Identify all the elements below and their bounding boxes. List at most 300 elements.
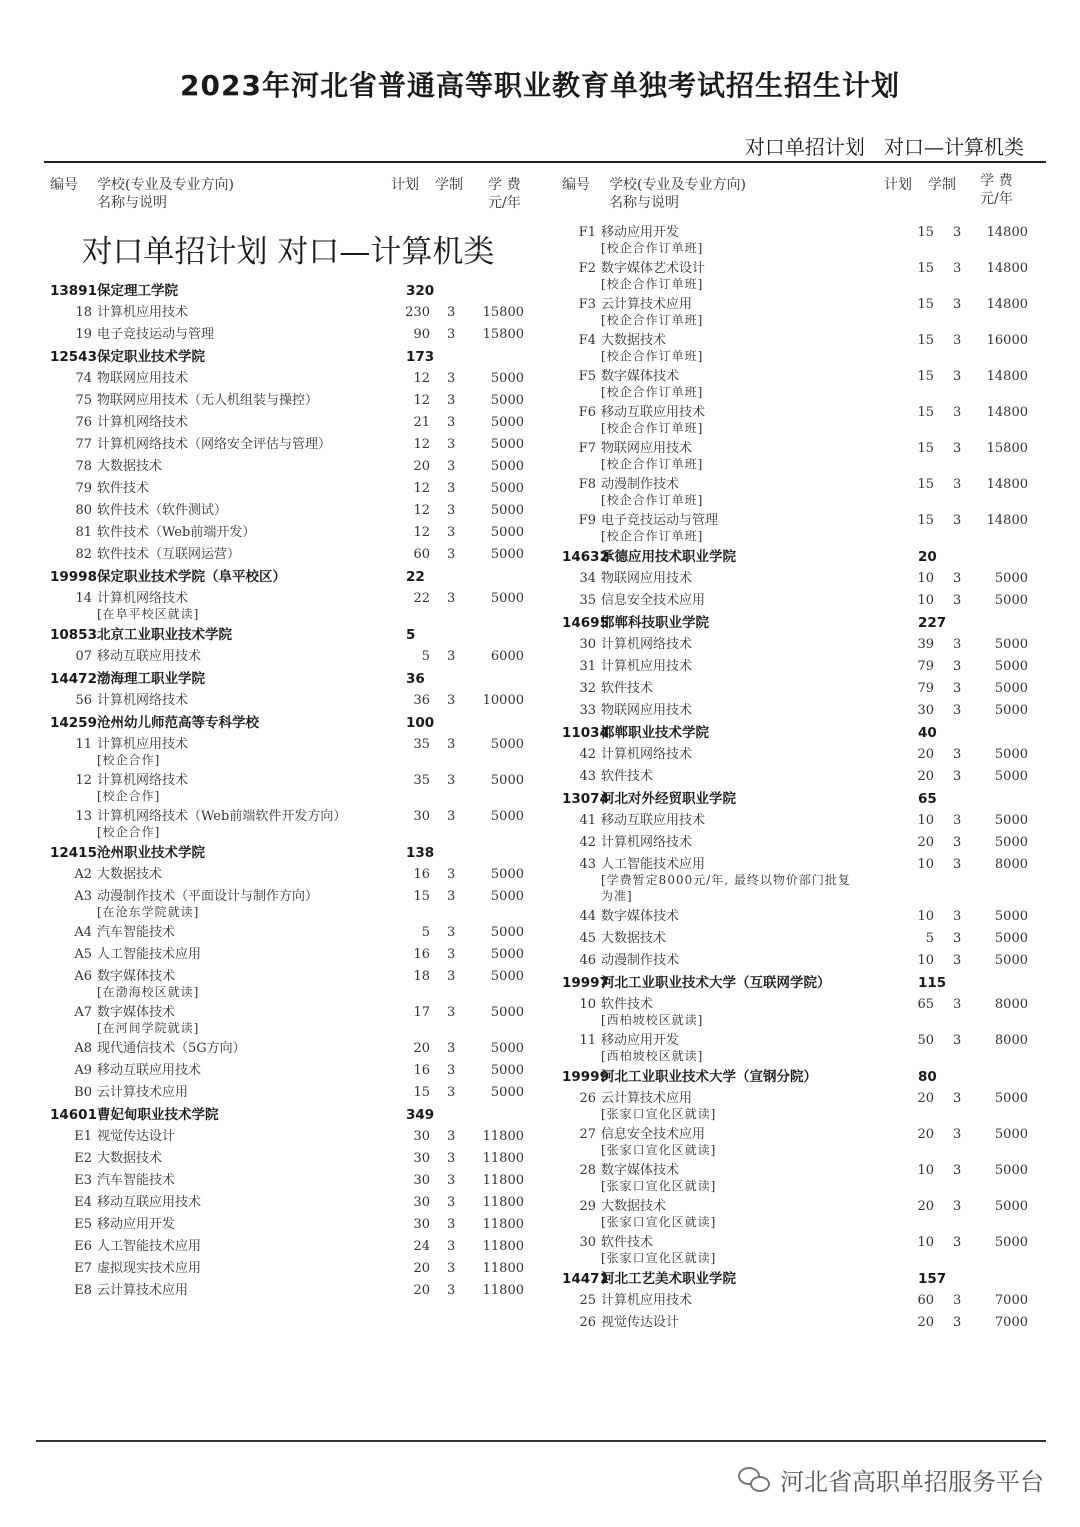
school-code: 12415 [50, 845, 97, 861]
major-name: 数字媒体技术 [601, 369, 680, 384]
major-row [50, 864, 536, 886]
major-entry [50, 864, 536, 886]
major-fee: 11800 [482, 1283, 524, 1298]
major-name: 软件技术 [601, 681, 654, 696]
school-code: 14695 [562, 615, 609, 631]
major-row [50, 1236, 536, 1258]
major-entry [50, 1002, 536, 1038]
major-name: 物联网应用技术 [601, 441, 693, 456]
major-plan: 10 [917, 909, 934, 924]
header-code: 编号 [50, 177, 78, 193]
major-entry [562, 474, 1036, 510]
major-plan: 39 [917, 637, 934, 652]
major-row [562, 510, 1036, 532]
major-fee: 5000 [994, 813, 1028, 828]
major-code: A7 [74, 1005, 92, 1020]
major-entry [562, 330, 1036, 366]
major-name: 数字媒体技术 [601, 1163, 680, 1178]
major-entry [50, 734, 536, 770]
major-fee: 5000 [490, 503, 524, 518]
school-row [562, 1066, 1036, 1088]
major-entry [562, 906, 1036, 928]
major-name: 数字媒体技术 [601, 909, 680, 924]
major-plan: 35 [413, 737, 430, 752]
major-plan: 35 [413, 773, 430, 788]
major-plan: 20 [917, 1199, 934, 1214]
major-row [562, 1088, 1036, 1110]
major-fee: 5000 [490, 437, 524, 452]
major-plan: 12 [413, 481, 430, 496]
major-row [50, 324, 536, 346]
major-fee: 15800 [986, 441, 1028, 456]
major-name: 移动互联应用技术 [601, 813, 706, 828]
school-name: 保定理工学院 [97, 283, 178, 299]
major-years: 3 [953, 477, 962, 492]
major-fee: 14800 [986, 225, 1028, 240]
major-years: 3 [953, 909, 962, 924]
header-plan: 计划 [884, 177, 912, 193]
major-fee: 15800 [482, 305, 524, 320]
major-row [562, 1232, 1036, 1254]
major-fee: 14800 [986, 405, 1028, 420]
major-row [562, 1290, 1036, 1312]
major-years: 3 [447, 1239, 456, 1254]
major-name: 视觉传达设计 [97, 1129, 176, 1144]
major-plan: 10 [917, 593, 934, 608]
top-divider [44, 161, 1046, 163]
major-code: 30 [579, 637, 596, 652]
major-code: E5 [74, 1217, 92, 1232]
school-code: 10853 [50, 627, 97, 643]
major-name: 软件技术（软件测试） [97, 503, 228, 518]
major-row [50, 434, 536, 456]
major-fee: 15800 [482, 327, 524, 342]
major-code: F8 [578, 477, 596, 492]
major-entry [562, 766, 1036, 788]
major-years: 3 [447, 1283, 456, 1298]
major-fee: 5000 [994, 909, 1028, 924]
major-years: 3 [447, 547, 456, 562]
major-fee: 11800 [482, 1239, 524, 1254]
major-name: 人工智能技术应用 [601, 857, 706, 872]
major-code: E6 [74, 1239, 92, 1254]
major-fee: 5000 [994, 703, 1028, 718]
major-entry [50, 1258, 536, 1280]
school-code: 19999 [562, 1069, 609, 1085]
major-note: [校企合作订单班] [601, 493, 704, 507]
major-code: F1 [578, 225, 596, 240]
major-row [50, 1148, 536, 1170]
major-entry [562, 744, 1036, 766]
major-row [50, 302, 536, 324]
school-total: 65 [918, 791, 937, 807]
major-name: 软件技术 [601, 769, 654, 784]
header-plan: 计划 [391, 177, 419, 193]
major-code: 10 [579, 997, 596, 1012]
school-name: 邯郸科技职业学院 [601, 615, 709, 631]
school-total: 20 [918, 549, 937, 565]
major-code: 26 [579, 1091, 596, 1106]
major-fee: 5000 [490, 809, 524, 824]
major-entry [50, 412, 536, 434]
page-title: 2023年河北省普通高等职业教育单独考试招生招生计划 [180, 69, 900, 102]
major-name: 计算机网络技术 [601, 747, 693, 762]
major-fee: 8000 [994, 1033, 1028, 1048]
major-plan: 20 [917, 747, 934, 762]
major-row [562, 928, 1036, 950]
major-entry [562, 994, 1036, 1030]
major-plan: 20 [413, 1283, 430, 1298]
major-row [562, 766, 1036, 788]
school-row [50, 712, 536, 734]
major-row [562, 590, 1036, 612]
major-fee: 5000 [994, 747, 1028, 762]
major-code: 33 [579, 703, 596, 718]
major-years: 3 [953, 769, 962, 784]
major-fee: 14800 [986, 477, 1028, 492]
school-name: 河北工业职业技术大学（互联网学院） [601, 975, 831, 991]
school-row [562, 788, 1036, 810]
major-name: 云计算技术应用 [97, 1085, 189, 1100]
major-fee: 5000 [490, 415, 524, 430]
major-plan: 60 [413, 547, 430, 562]
major-note: [张家口宣化区就读] [601, 1107, 717, 1121]
major-entry [50, 478, 536, 500]
major-years: 3 [447, 591, 456, 606]
major-entry [562, 832, 1036, 854]
major-note: [校企合作订单班] [601, 457, 704, 471]
major-note: [在河间学院就读] [97, 1021, 200, 1035]
major-name: 计算机网络技术 [97, 773, 189, 788]
wechat-icon [738, 1467, 772, 1493]
major-plan: 79 [917, 659, 934, 674]
header-years: 学制 [435, 177, 463, 193]
major-entry [562, 568, 1036, 590]
major-fee: 11800 [482, 1151, 524, 1166]
major-code: 26 [579, 1315, 596, 1330]
major-code: 25 [579, 1293, 596, 1308]
major-entry [50, 690, 536, 712]
right-table-body [562, 222, 1036, 1334]
major-name: 动漫制作技术 [601, 477, 680, 492]
major-code: 43 [579, 769, 596, 784]
major-row [562, 950, 1036, 972]
major-entry [50, 1126, 536, 1148]
school-code: 19998 [50, 569, 97, 585]
column-header [50, 172, 536, 216]
major-years: 3 [953, 441, 962, 456]
major-years: 3 [953, 1163, 962, 1178]
major-code: F2 [578, 261, 596, 276]
major-fee: 11800 [482, 1217, 524, 1232]
major-note: [张家口宣化区就读] [601, 1215, 717, 1229]
school-name: 河北对外经贸职业学院 [601, 791, 736, 807]
major-years: 3 [447, 925, 456, 940]
major-years: 3 [447, 1261, 456, 1276]
major-years: 3 [953, 297, 962, 312]
major-name: 大数据技术 [601, 333, 667, 348]
major-fee: 5000 [994, 931, 1028, 946]
major-plan: 12 [413, 525, 430, 540]
major-code: 81 [75, 525, 92, 540]
major-fee: 11800 [482, 1129, 524, 1144]
major-row [562, 832, 1036, 854]
major-row [50, 368, 536, 390]
major-name: 现代通信技术（5G方向） [97, 1041, 246, 1056]
major-row [50, 1082, 536, 1104]
major-row [50, 1038, 536, 1060]
major-note: [校企合作订单班] [601, 421, 704, 435]
major-years: 3 [447, 1005, 456, 1020]
major-name: 人工智能技术应用 [97, 1239, 202, 1254]
major-plan: 15 [917, 225, 934, 240]
major-entry [50, 966, 536, 1002]
major-row [50, 1060, 536, 1082]
school-total: 173 [406, 349, 435, 365]
major-name: 计算机网络技术 [97, 591, 189, 606]
major-years: 3 [953, 1199, 962, 1214]
major-entry [562, 1232, 1036, 1268]
major-years: 3 [953, 747, 962, 762]
major-name: 移动应用开发 [97, 1217, 176, 1232]
major-code: E4 [74, 1195, 92, 1210]
major-note: [校企合作订单班] [601, 313, 704, 327]
major-years: 3 [953, 857, 962, 872]
major-plan: 20 [917, 835, 934, 850]
major-name: 动漫制作技术 [601, 953, 680, 968]
major-code: 80 [75, 503, 92, 518]
school-name: 河北工业职业技术大学（宣钢分院） [601, 1069, 817, 1085]
major-code: E3 [74, 1173, 92, 1188]
major-code: 35 [579, 593, 596, 608]
major-plan: 30 [917, 703, 934, 718]
major-entry [50, 588, 536, 624]
major-fee: 5000 [490, 1041, 524, 1056]
major-row [562, 994, 1036, 1016]
major-note: [西柏坡校区就读] [601, 1013, 704, 1027]
major-name: 物联网应用技术（无人机组装与操控） [97, 393, 319, 408]
major-years: 3 [953, 931, 962, 946]
major-fee: 5000 [994, 953, 1028, 968]
major-name: 人工智能技术应用 [97, 947, 202, 962]
major-fee: 5000 [490, 459, 524, 474]
major-row [50, 806, 536, 828]
major-plan: 10 [917, 1235, 934, 1250]
school-row [50, 1104, 536, 1126]
major-fee: 5000 [490, 969, 524, 984]
major-years: 3 [447, 1151, 456, 1166]
school-row [50, 566, 536, 588]
major-note: [校企合作] [97, 753, 161, 767]
major-entry [50, 434, 536, 456]
major-code: 11 [75, 737, 92, 752]
major-name: 云计算技术应用 [601, 1091, 693, 1106]
major-row [562, 810, 1036, 832]
major-years: 3 [953, 953, 962, 968]
major-row [50, 690, 536, 712]
major-years: 3 [953, 1315, 962, 1330]
major-years: 3 [447, 327, 456, 342]
major-code: 76 [75, 415, 92, 430]
major-fee: 10000 [482, 693, 524, 708]
major-plan: 20 [917, 1127, 934, 1142]
major-plan: 15 [917, 405, 934, 420]
major-code: E8 [74, 1283, 92, 1298]
major-fee: 11800 [482, 1173, 524, 1188]
major-years: 3 [447, 947, 456, 962]
school-total: 80 [918, 1069, 937, 1085]
major-code: F9 [578, 513, 596, 528]
major-entry [50, 1214, 536, 1236]
major-code: E1 [74, 1129, 92, 1144]
major-years: 3 [953, 593, 962, 608]
major-code: 42 [579, 835, 596, 850]
major-code: 42 [579, 747, 596, 762]
major-code: 56 [75, 693, 92, 708]
left-table-body [50, 280, 536, 1302]
major-code: 77 [75, 437, 92, 452]
major-row [562, 258, 1036, 280]
major-entry [50, 922, 536, 944]
header-fee: 学 费 元/年 [488, 177, 521, 211]
school-name: 沧州幼儿师范高等专科学校 [97, 715, 259, 731]
school-row [50, 842, 536, 864]
major-years: 3 [447, 737, 456, 752]
major-plan: 15 [917, 369, 934, 384]
major-fee: 5000 [994, 1199, 1028, 1214]
school-total: 115 [918, 975, 947, 991]
major-plan: 230 [405, 305, 430, 320]
left-column [50, 172, 536, 1302]
major-entry [562, 1124, 1036, 1160]
major-code: 29 [579, 1199, 596, 1214]
school-total: 5 [406, 627, 416, 643]
school-row [50, 624, 536, 646]
major-years: 3 [953, 703, 962, 718]
major-entry [562, 590, 1036, 612]
school-total: 349 [406, 1107, 435, 1123]
major-row [562, 1312, 1036, 1334]
major-years: 3 [447, 1129, 456, 1144]
major-years: 3 [953, 637, 962, 652]
major-row [562, 1030, 1036, 1052]
watermark-text: 河北省高职单招服务平台 [780, 1468, 1044, 1496]
major-entry [50, 522, 536, 544]
major-name: 软件技术（互联网运营） [97, 547, 241, 562]
major-code: A6 [74, 969, 92, 984]
major-plan: 10 [917, 571, 934, 586]
major-name: 信息安全技术应用 [601, 593, 706, 608]
major-note: [校企合作订单班] [601, 277, 704, 291]
major-name: 数字媒体技术 [97, 1005, 176, 1020]
major-note: [张家口宣化区就读] [601, 1143, 717, 1157]
major-entry [50, 368, 536, 390]
major-years: 3 [447, 693, 456, 708]
major-entry [50, 390, 536, 412]
major-name: 移动互联应用技术 [97, 649, 202, 664]
major-name: 软件技术 [601, 1235, 654, 1250]
major-years: 3 [953, 1127, 962, 1142]
major-entry [50, 1170, 536, 1192]
major-code: 79 [75, 481, 92, 496]
major-row [562, 634, 1036, 656]
major-code: 82 [75, 547, 92, 562]
major-fee: 11800 [482, 1195, 524, 1210]
major-years: 3 [447, 809, 456, 824]
major-plan: 12 [413, 371, 430, 386]
major-years: 3 [447, 1195, 456, 1210]
major-code: F5 [578, 369, 596, 384]
major-plan: 16 [413, 947, 430, 962]
school-name: 渤海理工职业学院 [97, 671, 205, 687]
major-row [50, 1214, 536, 1236]
major-name: 移动应用开发 [601, 1033, 680, 1048]
major-years: 3 [953, 571, 962, 586]
header-school: 学校(专业及专业方向) 名称与说明 [97, 177, 234, 211]
major-plan: 30 [413, 1129, 430, 1144]
school-code: 11034 [562, 725, 609, 741]
major-note: [校企合作] [97, 789, 161, 803]
major-name: 汽车智能技术 [97, 925, 176, 940]
major-fee: 5000 [994, 593, 1028, 608]
major-entry [562, 854, 1036, 906]
major-fee: 5000 [490, 947, 524, 962]
major-note: [校企合作订单班] [601, 529, 704, 543]
major-row [50, 646, 536, 668]
major-code: 07 [75, 649, 92, 664]
major-fee: 5000 [490, 481, 524, 496]
major-plan: 5 [421, 925, 430, 940]
major-note: [在渤海校区就读] [97, 985, 200, 999]
major-fee: 5000 [490, 889, 524, 904]
major-name: 移动互联应用技术 [97, 1063, 202, 1078]
major-row [562, 1196, 1036, 1218]
major-plan: 15 [917, 333, 934, 348]
major-plan: 12 [413, 503, 430, 518]
major-row [562, 744, 1036, 766]
major-row [562, 906, 1036, 928]
school-row [562, 546, 1036, 568]
major-code: A9 [74, 1063, 92, 1078]
major-plan: 30 [413, 1217, 430, 1232]
major-fee: 5000 [490, 925, 524, 940]
major-name: 动漫制作技术（平面设计与制作方向） [97, 889, 319, 904]
school-total: 22 [406, 569, 425, 585]
major-name: 移动应用开发 [601, 225, 680, 240]
major-fee: 8000 [994, 857, 1028, 872]
major-code: 19 [75, 327, 92, 342]
major-note: [在沧东学院就读] [97, 905, 200, 919]
major-code: 41 [579, 813, 596, 828]
bottom-divider [36, 1440, 1046, 1442]
major-entry [50, 456, 536, 478]
major-fee: 5000 [994, 637, 1028, 652]
major-entry [50, 806, 536, 842]
major-entry [50, 1236, 536, 1258]
section-title: 对口单招计划 对口—计算机类 [81, 234, 495, 270]
major-row [562, 222, 1036, 244]
major-code: 32 [579, 681, 596, 696]
major-fee: 6000 [490, 649, 524, 664]
major-row [562, 1124, 1036, 1146]
major-note: [在阜平校区就读] [97, 607, 200, 621]
major-name: 大数据技术 [97, 459, 163, 474]
major-name: 汽车智能技术 [97, 1173, 176, 1188]
school-name: 沧州职业技术学院 [97, 845, 205, 861]
school-code: 12543 [50, 349, 97, 365]
major-entry [50, 1280, 536, 1302]
major-plan: 15 [917, 297, 934, 312]
